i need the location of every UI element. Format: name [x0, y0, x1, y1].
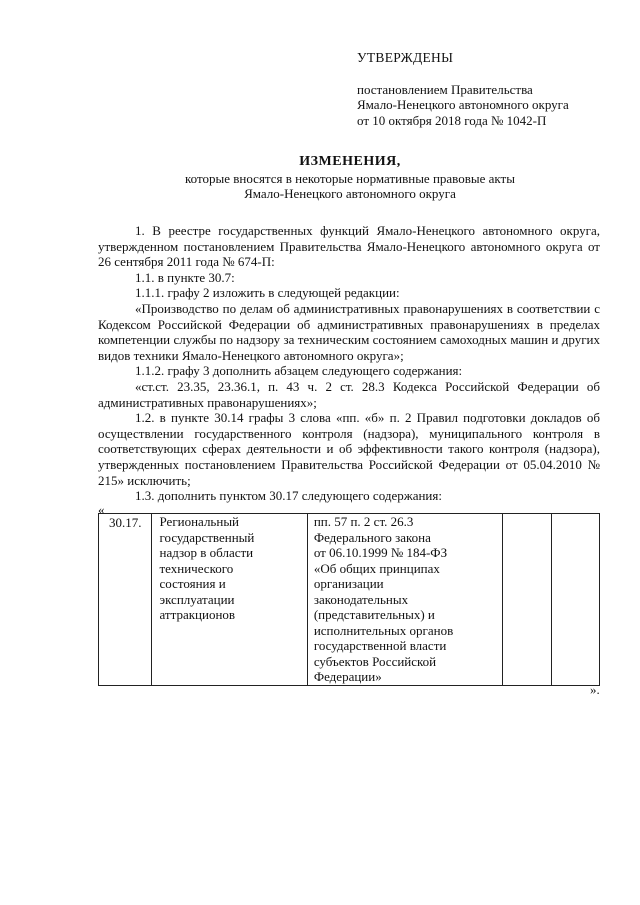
- approval-line-3: от 10 октября 2018 года № 1042-П: [357, 112, 547, 128]
- document-title: [100, 154, 600, 202]
- table-row: [99, 514, 600, 686]
- paragraph-1-1: 1.1. в пункте 30.7:: [135, 269, 235, 285]
- approval-stamp: [357, 50, 627, 128]
- legal-basis-cell: [307, 514, 502, 686]
- legal-basis-line: организации: [313, 576, 384, 591]
- function-name-cell: [152, 514, 307, 686]
- function-name-line: аттракционов: [159, 607, 236, 622]
- row-number-cell: 30.17.: [99, 514, 152, 686]
- function-name-line: надзор в области: [159, 545, 254, 560]
- paragraph-quote-column-2: «Производство по делам об административных правонарушениях в соответствии с Кодексом Российской Федерации об административных правонарушениях в пределах компетенции службы по надзору за техническим состоянием самоходных машин и других видов техники Ямало-Ненецкого автономного округа»;: [98, 300, 600, 363]
- paragraph-1: 1. В реестре государственных функций Ямало-Ненецкого автономного округа, утвержденном постановлением Правительства Ямало-Ненецкого автономного округа от 26 сентября 2011 года № 674-П:: [98, 223, 600, 270]
- paragraph-1-1-1: 1.1.1. графу 2 изложить в следующей редакции:: [135, 285, 400, 301]
- legal-basis-line: исполнительных органов: [313, 622, 454, 638]
- legal-basis-line: Федерального закона: [313, 529, 431, 545]
- legal-basis-line: от 06.10.1999 № 184-ФЗ: [313, 545, 448, 560]
- function-name-line: эксплуатации: [159, 591, 235, 607]
- document-body: [98, 223, 600, 516]
- title-main: ИЗМЕНЕНИЯ,: [299, 154, 401, 169]
- legal-basis-line: государственной власти: [313, 638, 447, 653]
- function-name-line: состояния и: [159, 576, 226, 591]
- paragraph-1-3: 1.3. дополнить пунктом 30.17 следующего содержания:: [135, 488, 442, 504]
- legal-basis-line: субъектов Российской: [313, 653, 437, 669]
- function-name-line: технического: [159, 560, 234, 576]
- legal-basis-line: «Об общих принципах: [313, 560, 440, 576]
- function-name-line: государственный: [159, 529, 255, 545]
- approval-line-2: Ямало-Ненецкого автономного округа: [357, 97, 569, 112]
- opening-quote: «: [98, 501, 105, 517]
- paragraph-quote-column-3: «ст.ст. 23.35, 23.36.1, п. 43 ч. 2 ст. 28.3 Кодекса Российской Федерации об административных правонарушениях»;: [98, 378, 600, 410]
- approved-heading: УТВЕРЖДЕНЫ: [357, 50, 454, 65]
- registry-table: [98, 513, 600, 686]
- legal-basis-line: законодательных: [313, 591, 409, 607]
- title-subtitle-2: Ямало-Ненецкого автономного округа: [244, 186, 456, 201]
- approval-line-1: постановлением Правительства: [357, 81, 533, 97]
- empty-cell: [551, 514, 599, 686]
- legal-basis-line: Федерации»: [313, 669, 382, 684]
- paragraph-1-2: 1.2. в пункте 30.14 графы 3 слова «пп. «б» п. 2 Правил подготовки докладов об осуществлении государственного контроля (надзора), муниципального контроля в соответствующих сферах деятельности и об эффективности такого контроля (надзора), утвержденных постановлением Правительства Российской Федерации от 05.04.2010 № 215» исключить;: [98, 410, 600, 488]
- function-name-line: Региональный: [159, 514, 240, 529]
- legal-basis-line: (представительных) и: [313, 607, 435, 622]
- empty-cell: [503, 514, 551, 686]
- title-subtitle-1: которые вносятся в некоторые нормативные правовые акты: [185, 170, 515, 186]
- legal-basis-line: пп. 57 п. 2 ст. 26.3: [313, 514, 414, 529]
- paragraph-1-1-2: 1.1.2. графу 3 дополнить абзацем следующего содержания:: [135, 363, 463, 379]
- closing-quote: ».: [590, 682, 600, 697]
